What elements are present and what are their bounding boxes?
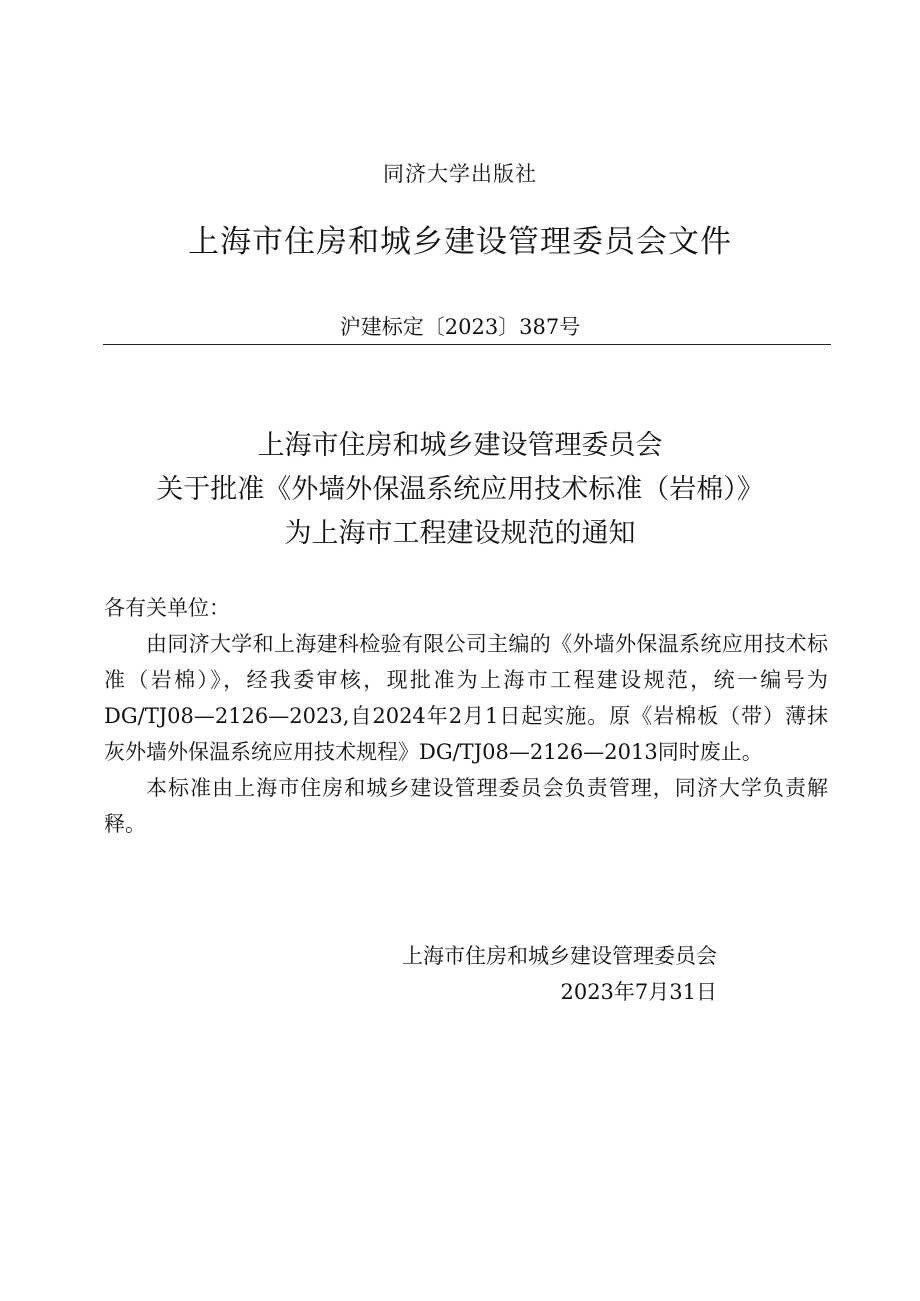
publisher-name: 同济大学出版社: [383, 162, 537, 186]
body-paragraph: 本标准由上海市住房和城乡建设管理委员会负责管理，同济大学负责解释。: [104, 776, 828, 836]
notice-title-line: 为上海市工程建设规范的通知: [284, 518, 636, 549]
notice-title-line: 关于批准《外墙外保温系统应用技术标准（岩棉）》: [156, 474, 764, 505]
issuer-header: 上海市住房和城乡建设管理委员会文件: [188, 224, 732, 260]
salutation: 各有关单位：: [104, 596, 230, 620]
document-number: 沪建标定〔2023〕387号: [339, 315, 581, 339]
signature-date: 2023年7月31日: [560, 980, 717, 1004]
notice-body: [104, 590, 828, 842]
header-divider: [103, 344, 831, 345]
signature-block: [300, 938, 717, 1010]
body-paragraph: 由同济大学和上海建科检验有限公司主编的《外墙外保温系统应用技术标准（岩棉）》，经我委审核，现批准为上海市工程建设规范，统一编号为DG/TJ08—2126—2023,自2024年2月1日起实施。原《岩棉板（带）薄抹灰外墙外保温系统应用技术规程》DG/TJ08—2126—2013同时废止。: [104, 632, 828, 764]
notice-title: [0, 424, 920, 556]
notice-title-line: 上海市住房和城乡建设管理委员会: [257, 430, 663, 461]
signature-organization: 上海市住房和城乡建设管理委员会: [402, 944, 717, 968]
